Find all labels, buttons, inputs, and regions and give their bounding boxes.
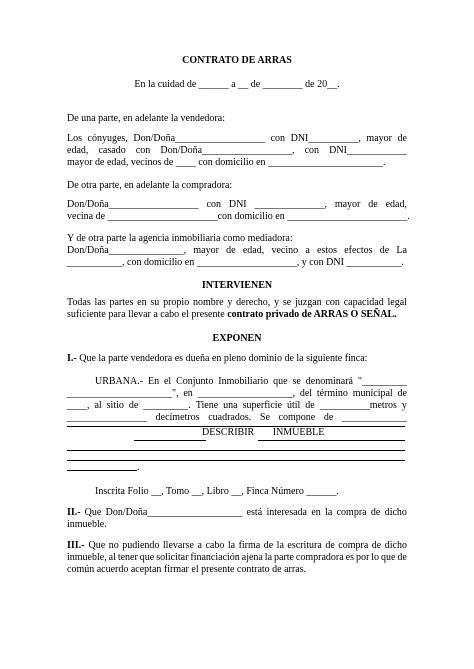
- word: y: [401, 400, 407, 411]
- word: de: [370, 507, 381, 518]
- word: decímetros: [155, 412, 200, 423]
- word: "_________: [357, 376, 407, 387]
- inmueble-word: INMUEBLE: [272, 427, 325, 438]
- blank-line: [67, 470, 137, 471]
- word: pudiendo: [122, 540, 160, 551]
- word: La: [396, 245, 407, 256]
- word: de: [325, 540, 335, 551]
- word: superficie: [242, 400, 282, 411]
- word: Don/Doña___________________: [105, 507, 243, 518]
- clause-iii-label: III.-: [67, 540, 85, 551]
- word: Tiene: [195, 400, 219, 411]
- clause-iii-line-1: [67, 540, 407, 552]
- intervienen-line-2: [67, 309, 407, 321]
- word: Que: [88, 540, 106, 551]
- describir-word: DESCRIBIR: [202, 427, 255, 438]
- word: que: [273, 376, 288, 387]
- word: Todas: [67, 297, 91, 308]
- word: de: [305, 400, 315, 411]
- word: URBANA.-: [95, 376, 144, 387]
- agency-line-2: [67, 245, 407, 257]
- word: útil: [286, 400, 301, 411]
- word: ___________________,: [197, 388, 296, 399]
- word: Don/Doña__________________,: [160, 145, 295, 156]
- agency-intro: Y de otra parte la agencia inmobiliaria como mediadora:: [67, 233, 293, 244]
- word: cónyuges,: [87, 133, 128, 144]
- urbana-line-3: [67, 400, 407, 412]
- word: juzgan: [295, 297, 322, 308]
- word: interesada: [266, 507, 307, 518]
- word: cuadrados.: [208, 412, 252, 423]
- word: en: [183, 388, 193, 399]
- clause-ii-line-2: inmueble.: [67, 519, 107, 530]
- word: de: [128, 400, 139, 411]
- word: ______________,: [254, 199, 327, 210]
- word: de: [379, 245, 390, 256]
- word: es: [345, 552, 354, 563]
- word: y: [227, 297, 233, 308]
- blank-line: [258, 440, 405, 441]
- word: de: [371, 540, 382, 551]
- blank-line: [67, 460, 405, 461]
- word: edad,: [67, 145, 89, 156]
- word: dicho: [384, 540, 407, 551]
- word: DNI____________: [329, 145, 407, 156]
- word: de: [263, 540, 274, 551]
- word: Conjunto: [176, 376, 214, 387]
- word: Que: [84, 507, 102, 518]
- document-title: CONTRATO DE ARRAS: [182, 55, 292, 66]
- clause-ii-label: II.-: [67, 507, 81, 518]
- word: vecino: [271, 245, 299, 256]
- word: Don/Doña__________________: [133, 133, 266, 144]
- word: no: [108, 540, 119, 551]
- intervienen-heading: INTERVIENEN: [201, 280, 273, 291]
- word: partes: [109, 297, 134, 308]
- word: en: [311, 507, 321, 518]
- urbana-line-1: [95, 376, 407, 388]
- word: con: [270, 133, 286, 144]
- word: compra: [336, 507, 367, 518]
- word: a: [197, 540, 202, 551]
- word: al: [94, 400, 102, 411]
- intervienen-text: suficiente para llevar a cabo el presente: [67, 309, 228, 320]
- word: compone: [278, 412, 316, 423]
- word: efectos: [344, 245, 373, 256]
- word: del: [299, 388, 313, 399]
- word: con: [325, 297, 340, 308]
- blank-line: [67, 450, 405, 451]
- word: mayor: [193, 245, 219, 256]
- clause-i: [67, 353, 407, 365]
- word: parte: [273, 552, 294, 563]
- place-date-line: En la cuidad de ______ a __ de ________ de 20__.: [134, 79, 340, 90]
- word: _____________: [341, 412, 407, 423]
- word: edad,: [242, 245, 265, 256]
- seller-line-2: [67, 145, 407, 157]
- word: una: [223, 400, 238, 411]
- word: derecho,: [236, 297, 271, 308]
- word: con: [206, 199, 221, 210]
- word: DNI: [228, 199, 247, 210]
- inscrita-line: Inscrita Folio __, Tomo __, Libro __, Finca Número ______.: [95, 486, 339, 497]
- agency-line-3: ___________, con domicilio en ____________________, y con DNI ___________.: [67, 257, 404, 268]
- word: dicho: [384, 507, 407, 518]
- word: que: [380, 552, 396, 563]
- exponen-heading: EXPONEN: [212, 333, 262, 344]
- word: Inmobiliario: [218, 376, 269, 387]
- word: con: [135, 145, 151, 156]
- clause-ii-line-1: [67, 507, 407, 519]
- seller-line-1: [67, 133, 407, 145]
- buyer-line-2: vecina de ______________________con domicilio en ________________________.: [67, 211, 410, 222]
- intervienen-line-1: [67, 297, 407, 309]
- word: llevarse: [162, 540, 194, 551]
- word: escritura: [287, 540, 322, 551]
- word: Don/Doña_______________,: [67, 245, 187, 256]
- word: de: [323, 412, 334, 423]
- word: de: [397, 552, 407, 563]
- word: capacidad: [343, 297, 384, 308]
- blank-line: [134, 440, 206, 441]
- word: mayor: [334, 199, 361, 210]
- word: de: [226, 245, 236, 256]
- word: por: [355, 552, 370, 563]
- word: la: [325, 507, 333, 518]
- word: se: [282, 297, 292, 308]
- word: y: [274, 297, 280, 308]
- word: de: [397, 133, 407, 144]
- buyer-intro: De otra parte, en adelante la compradora:: [67, 180, 233, 191]
- word: estos: [316, 245, 337, 256]
- word: En: [147, 376, 160, 387]
- word: tener: [117, 552, 138, 563]
- word: su: [150, 297, 160, 308]
- word: término: [316, 388, 348, 399]
- seller-intro: De una parte, en adelante la vendedora:: [67, 113, 225, 124]
- word: _________.: [143, 400, 191, 411]
- word: de: [368, 199, 378, 210]
- word: con: [304, 145, 320, 156]
- urbana-line-4: [67, 412, 407, 424]
- word: Don/Doña__________________: [67, 199, 199, 210]
- blank-end-period: .: [137, 462, 140, 473]
- word: en: [137, 297, 147, 308]
- clause-iii-line-3: común acuerdo aceptan firmar el presente contrato de arras.: [67, 564, 307, 575]
- word: al: [108, 552, 116, 563]
- word: se: [292, 376, 301, 387]
- word: __________metros: [319, 400, 397, 411]
- word: compra: [338, 540, 369, 551]
- word: firma: [238, 540, 261, 551]
- word: legal: [387, 297, 407, 308]
- word: lo: [371, 552, 380, 563]
- word: de: [397, 388, 407, 399]
- clause-i-label: I.-: [67, 353, 77, 364]
- word: ajena: [241, 552, 263, 563]
- word: solicitar: [156, 552, 189, 563]
- describir-inmueble: [67, 427, 405, 439]
- word: DNI__________,: [290, 133, 361, 144]
- word: _____________________",: [67, 388, 179, 399]
- word: el: [163, 376, 172, 387]
- word: municipal: [352, 388, 393, 399]
- word: financiación: [190, 552, 240, 563]
- word: Los: [67, 133, 82, 144]
- word: la: [276, 540, 284, 551]
- buyer-line-1: [67, 199, 407, 211]
- word: inmueble,: [67, 552, 107, 563]
- clause-iii-line-2: [67, 552, 407, 564]
- word: cabo: [205, 540, 225, 551]
- word: nombre: [193, 297, 224, 308]
- word: compradora: [295, 552, 344, 563]
- word: Se: [259, 412, 270, 423]
- word: casado: [98, 145, 126, 156]
- word: está: [246, 507, 263, 518]
- word: a: [305, 245, 310, 256]
- clause-i-text: Que la parte vendedora es dueña en pleno dominio de la siguiente finca:: [76, 353, 368, 364]
- word: sitio: [106, 400, 124, 411]
- word: ____,: [67, 400, 90, 411]
- word: denominará: [305, 376, 353, 387]
- word: que: [139, 552, 155, 563]
- word: la: [264, 552, 273, 563]
- word: las: [94, 297, 106, 308]
- word: ________________: [67, 412, 147, 423]
- contract-type: contrato privado de ARRAS O SEÑAL.: [227, 309, 397, 320]
- word: mayor: [366, 133, 392, 144]
- word: la: [227, 540, 236, 551]
- seller-line-3: mayor de edad, vecinos de ____ con domicilio en _______________________.: [67, 157, 386, 168]
- word: propio: [163, 297, 190, 308]
- word: edad,: [385, 199, 407, 210]
- clause-iii-words: [89, 540, 407, 552]
- clause-ii-words: [85, 507, 407, 519]
- urbana-line-2: [67, 388, 407, 400]
